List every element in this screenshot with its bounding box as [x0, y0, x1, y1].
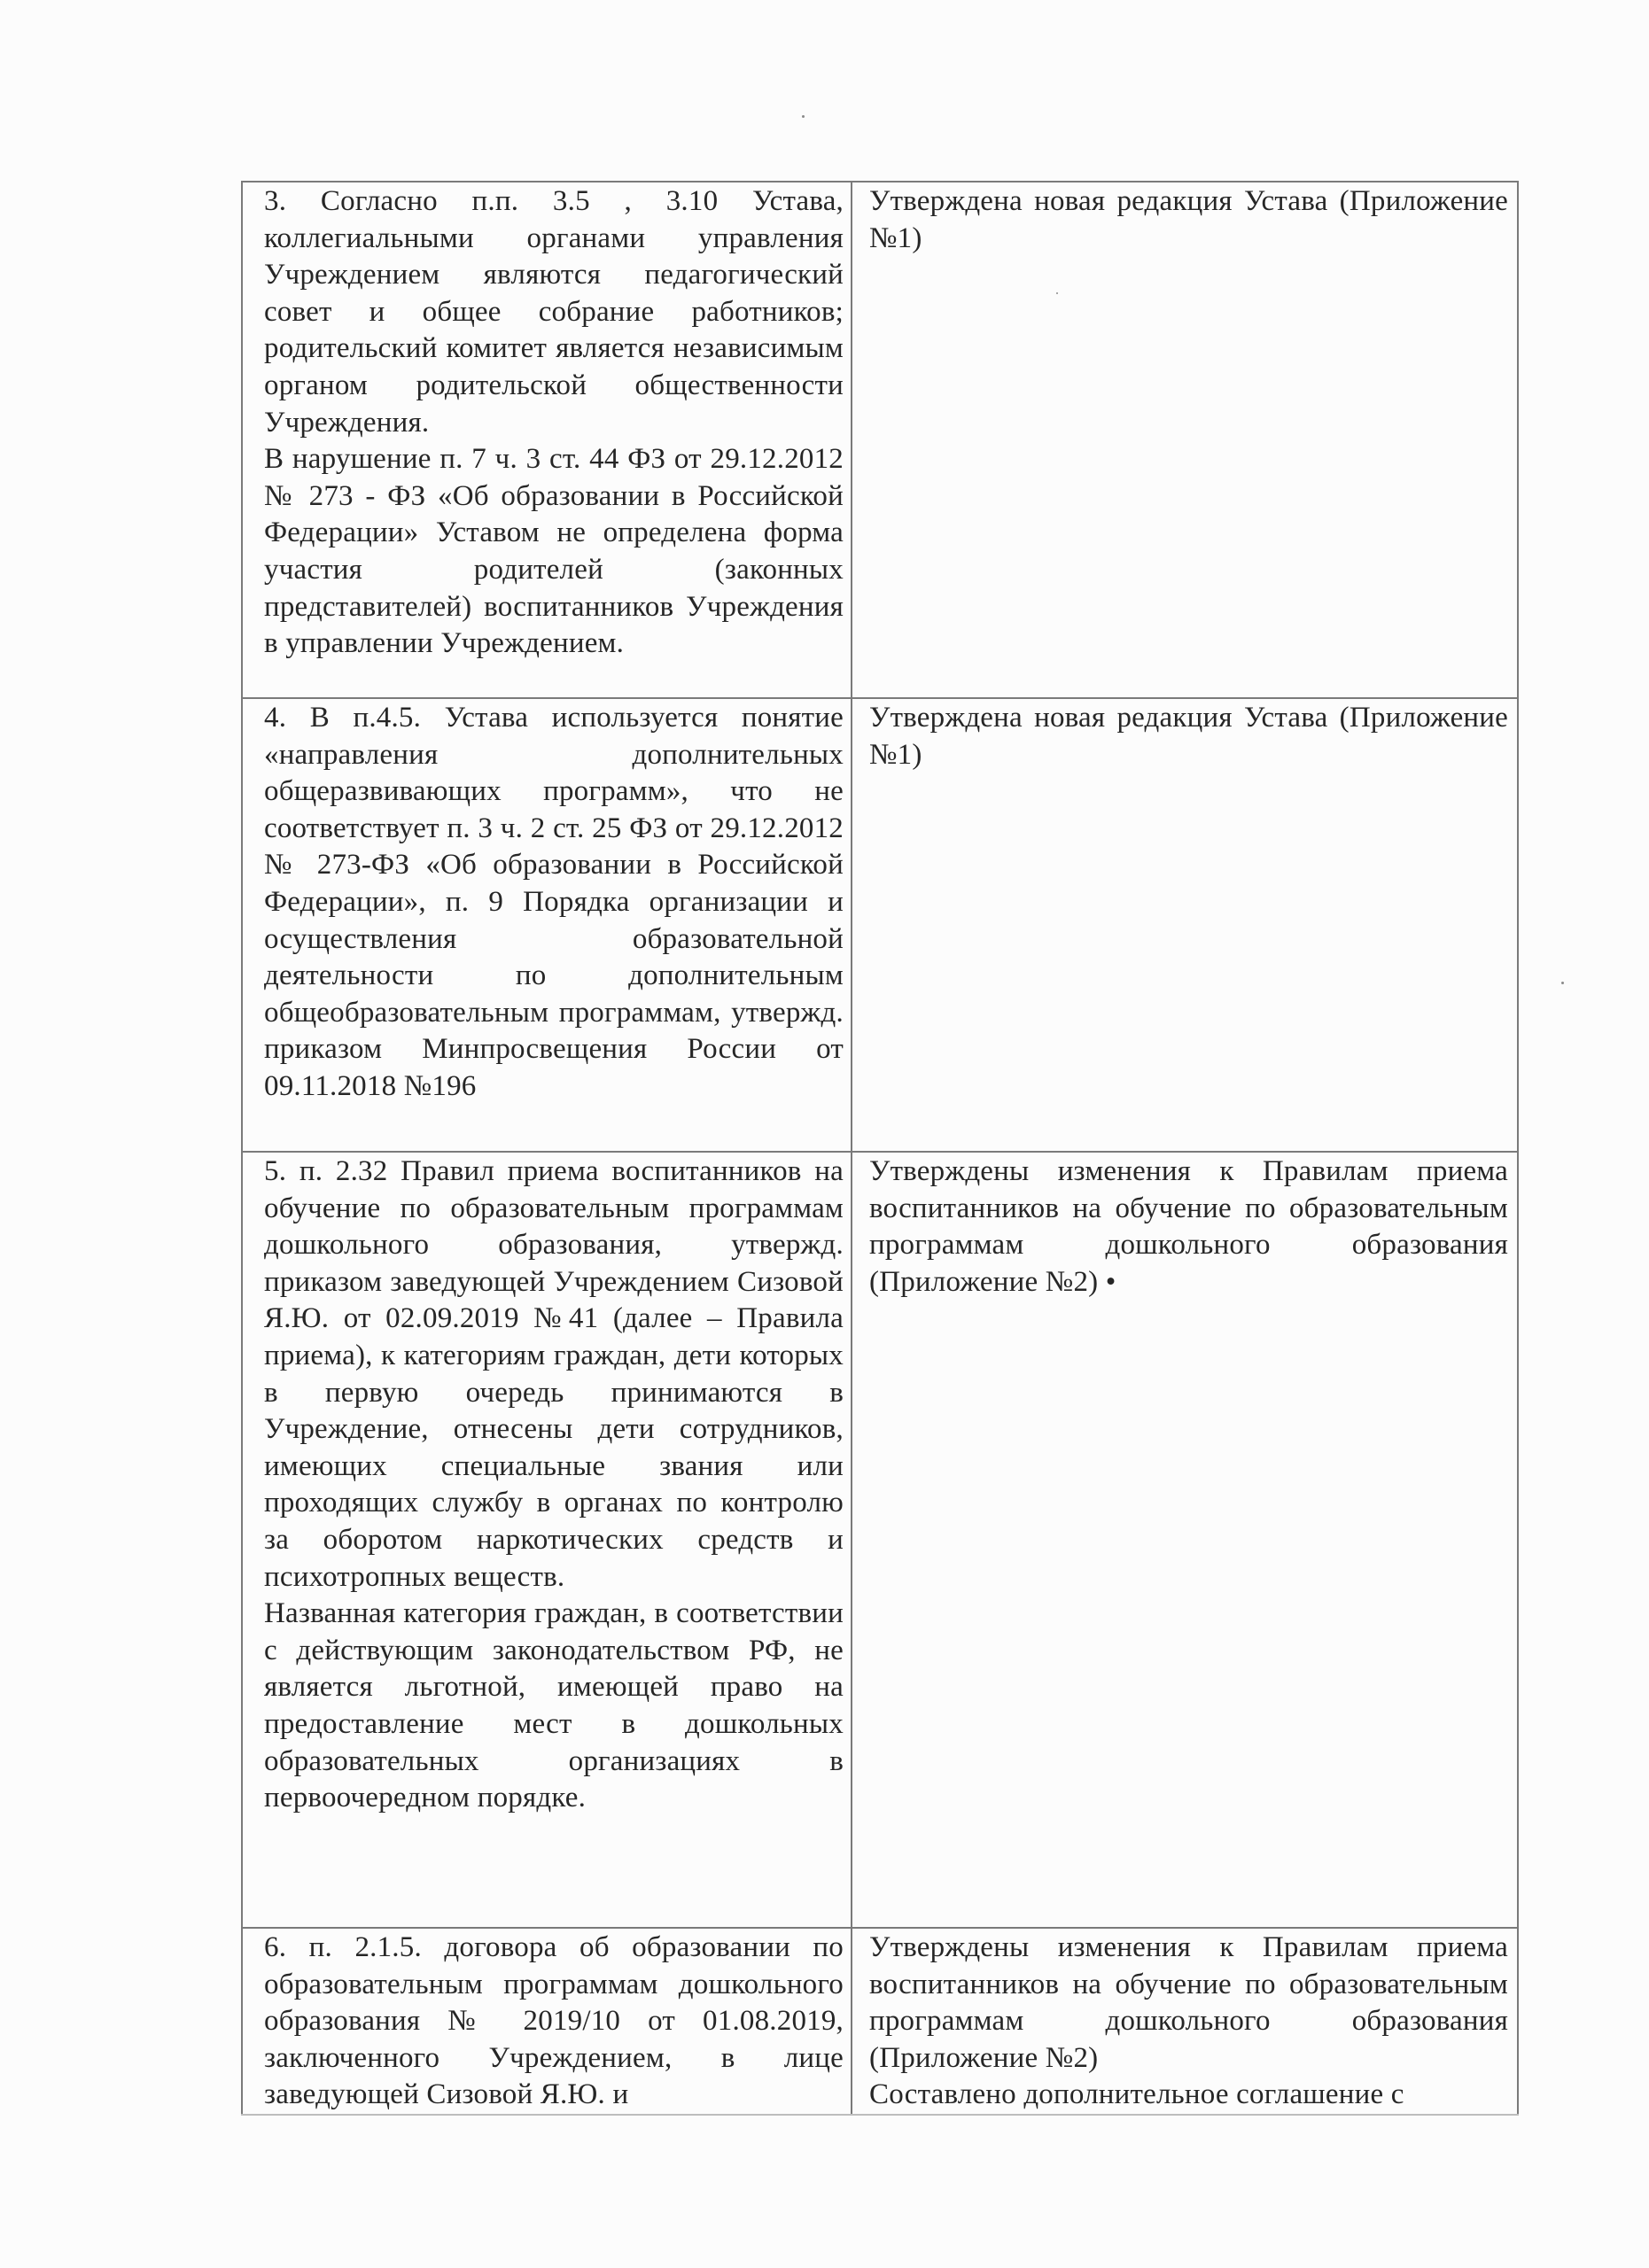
measure-cell: [852, 1152, 1518, 1928]
remediation-table: [241, 181, 1519, 2116]
violation-cell: [242, 1152, 852, 1928]
measure-cell: [852, 1928, 1518, 2115]
violation-text: В нарушение п. 7 ч. 3 ст. 44 ФЗ от 29.12.2012 № 273 - ФЗ «Об образовании в Российской Федерации» Уставом не определена форма участия родителей (законных представителей) воспитанников Учреждения в управлении Учреждением.: [264, 443, 844, 660]
scan-speck: [802, 115, 805, 118]
table-row: [242, 1152, 1518, 1928]
measure-text: Составлено дополнительное соглашение с: [869, 2078, 1404, 2111]
measure-text: Утверждены изменения к Правилам приема воспитанников на обучение по образовательным программам дошкольного образования (Приложение №2): [869, 1931, 1508, 2074]
measure-text: Утверждена новая редакция Устава (Приложение №1): [869, 185, 1508, 254]
measure-text: Утверждены изменения к Правилам приема воспитанников на обучение по образовательным программам дошкольного образования (Приложение №2) •: [869, 1155, 1508, 1298]
violation-cell: [242, 698, 852, 1152]
violation-text: 6. п. 2.1.5. договора об образовании по образовательным программам дошкольного образования № 2019/10 от 01.08.2019, заключенного Учреждением, в лице заведующей Сизовой Я.Ю. и: [264, 1931, 844, 2111]
table-row: [242, 1928, 1518, 2115]
violation-text: 4. В п.4.5. Устава используется понятие «направления дополнительных общеразвивающих программ», что не соответствует п. 3 ч. 2 ст. 25 ФЗ от 29.12.2012 № 273-ФЗ «Об образовании в Российской Федерации», п. 9 Порядка организации и осуществления образовательной деятельности по дополнительным общеобразовательным программам, утвержд. приказом Минпросвещения России от 09.11.2018 №196: [264, 702, 844, 1102]
table-row: [242, 698, 1518, 1152]
violation-text: 3. Согласно п.п. 3.5 , 3.10 Устава, коллегиальными органами управления Учреждением являются педагогический совет и общее собрание работников; родительский комитет является независимым органом родительской общественности Учреждения.: [264, 185, 844, 439]
measure-text: Утверждена новая редакция Устава (Приложение №1): [869, 702, 1508, 771]
table-row: [242, 182, 1518, 698]
measure-cell: [852, 698, 1518, 1152]
scan-speck: [1561, 982, 1564, 984]
violation-text: 5. п. 2.32 Правил приема воспитанников на обучение по образовательным программам дошкольного образования, утвержд. приказом заведующей Учреждением Сизовой Я.Ю. от 02.09.2019 №41 (далее – Правила приема), к категориям граждан, дети которых в первую очередь принимаются в Учреждение, отнесены дети сотрудников, имеющих специальные звания или проходящих службу в органах по контролю за оборотом наркотических средств и психотропных веществ.: [264, 1155, 844, 1593]
violation-cell: [242, 1928, 852, 2115]
violation-cell: [242, 182, 852, 698]
violation-text: Названная категория граждан, в соответствии с действующим законодательством РФ, не является льготной, имеющей право на предоставление мест в дошкольных образовательных организациях в первоочередном порядке.: [264, 1597, 844, 1814]
measure-cell: [852, 182, 1518, 698]
